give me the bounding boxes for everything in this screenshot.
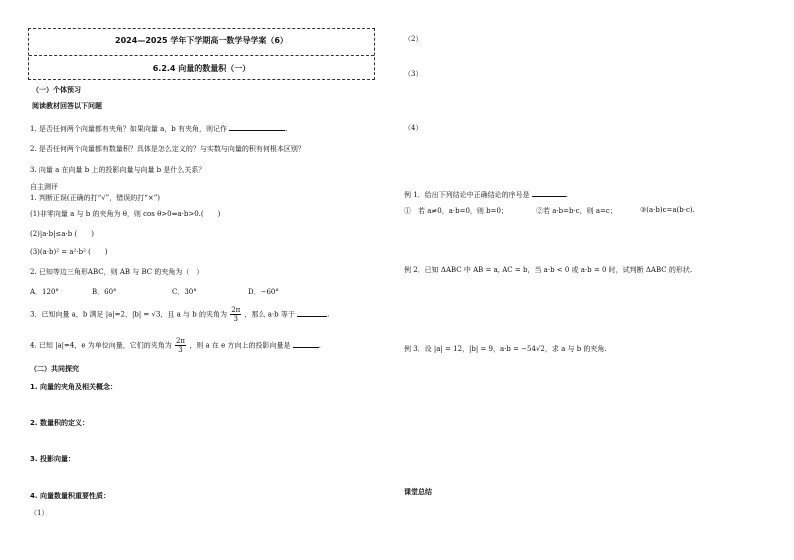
fraction-denominator: 3 <box>178 346 183 354</box>
judge-item-3: (3)(a·b)² = a²·b² ( ) <box>30 248 108 256</box>
question-proj-text-2: ，则 a 在 e 方向上的投影向量是 <box>189 341 291 350</box>
question-1: 1. 是否任何两个向量都有夹角？如果向量 a，b 有夹角，则记作 . <box>30 125 288 133</box>
option-d: D．−60° <box>248 288 279 296</box>
topic-definition: 2. 数量积的定义： <box>30 419 89 427</box>
question-dot-product: 3．已知向量 a，b 满足 |a|=2，|b| = √3，且 a 与 b 的夹角为 $\frac{2\pi}{3}$ ，那么 a·b 等于 . <box>30 306 330 323</box>
fraction-numerator: 2π <box>231 306 241 314</box>
lesson-title: 6.2.4 向量的数量积（一） <box>152 64 251 73</box>
self-test-heading: 自主测评 <box>30 183 58 191</box>
answer-blank <box>297 310 327 317</box>
answer-blank <box>532 190 566 197</box>
question-dot-text-1: 3．已知向量 a，b 满足 |a|=2，|b| = √3，且 a 与 b 的夹角为 <box>30 310 227 319</box>
worksheet-title: 2024—2025 学年下学期高一数学导学案（6） <box>115 36 288 45</box>
class-summary-heading: 课堂总结 <box>404 488 432 496</box>
example-3: 例 3．设 |a| = 12，|b| = 9，a·b = −54√2，求 a 与 b 的夹角. <box>404 345 607 353</box>
property-item-2: （2） <box>404 35 423 43</box>
section-joint-exploration: （二）共同探究 <box>30 365 79 373</box>
question-proj-text-1: 4. 已知 |a|=4，e 为单位向量，它们的夹角为 <box>30 341 172 350</box>
example-1-option-1: ① 若 a≠0，a·b=0，则 b=0； <box>404 207 508 215</box>
option-a: A．120° <box>30 288 59 296</box>
option-b: B．60° <box>92 288 117 296</box>
question-dot-text-2: ，那么 a·b 等于 <box>244 310 295 319</box>
topic-projection: 3. 投影向量： <box>30 455 75 463</box>
property-item-3: （3） <box>404 70 423 78</box>
example-1: 例 1．给出下列结论中正确结论的序号是 . <box>404 191 569 199</box>
title-divider <box>29 55 374 56</box>
topic-angle: 1. 向量的夹角及相关概念： <box>30 383 117 391</box>
question-1-text: 1. 是否任何两个向量都有夹角？如果向量 a，b 有夹角，则记作 <box>30 125 228 133</box>
example-1-text: 例 1．给出下列结论中正确结论的序号是 <box>404 191 530 199</box>
judge-item-1: (1)非零向量 a 与 b 的夹角为 θ，则 cos θ>0⇔a·b>0.( ) <box>30 210 221 218</box>
answer-blank <box>293 341 319 348</box>
judge-question: 1. 判断正误(正确的打“√”，错误的打“×”) <box>30 194 161 202</box>
question-2: 2. 是否任何两个向量都有数量积？具体是怎么定义的？与实数与向量的积有何根本区别？ <box>30 145 305 153</box>
property-item-1: （1） <box>30 509 49 517</box>
question-projection: 4. 已知 |a|=4，e 为单位向量，它们的夹角为 $\frac{2\pi}{3}$ ，则 a 在 e 方向上的投影向量是 . <box>30 337 321 354</box>
title-box <box>28 28 375 80</box>
judge-item-2: (2)|a·b|≤a·b ( ) <box>30 230 94 238</box>
fraction-denominator: 3 <box>233 315 238 323</box>
option-c: C．30° <box>172 288 197 296</box>
section-individual-preview: （一）个体预习 <box>32 86 81 94</box>
fraction-2pi-over-3 <box>230 306 241 323</box>
topic-properties: 4. 向量数量积重要性质： <box>30 492 110 500</box>
example-2: 例 2．已知 ΔABC 中 AB = a, AC = b，当 a·b < 0 或 a·b = 0 时，试判断 ΔABC 的形状. <box>404 266 693 274</box>
example-1-option-3: ③(a·b)c=a(b·c). <box>640 206 695 214</box>
fraction-2pi-over-3 <box>175 337 186 354</box>
example-1-option-2: ②若 a·b=b·c，则 a=c； <box>536 207 617 215</box>
question-3: 3. 向量 a 在向量 b 上的投影向量与向量 b 是什么关系？ <box>30 166 206 174</box>
fraction-numerator: 2π <box>175 337 186 345</box>
property-item-4: （4） <box>404 124 423 132</box>
question-angle: 2. 已知等边三角形ABC，则 AB 与 BC 的夹角为（ ） <box>30 268 204 276</box>
section-instruction: 阅读教材回答以下问题 <box>32 102 102 110</box>
answer-blank <box>229 124 285 131</box>
